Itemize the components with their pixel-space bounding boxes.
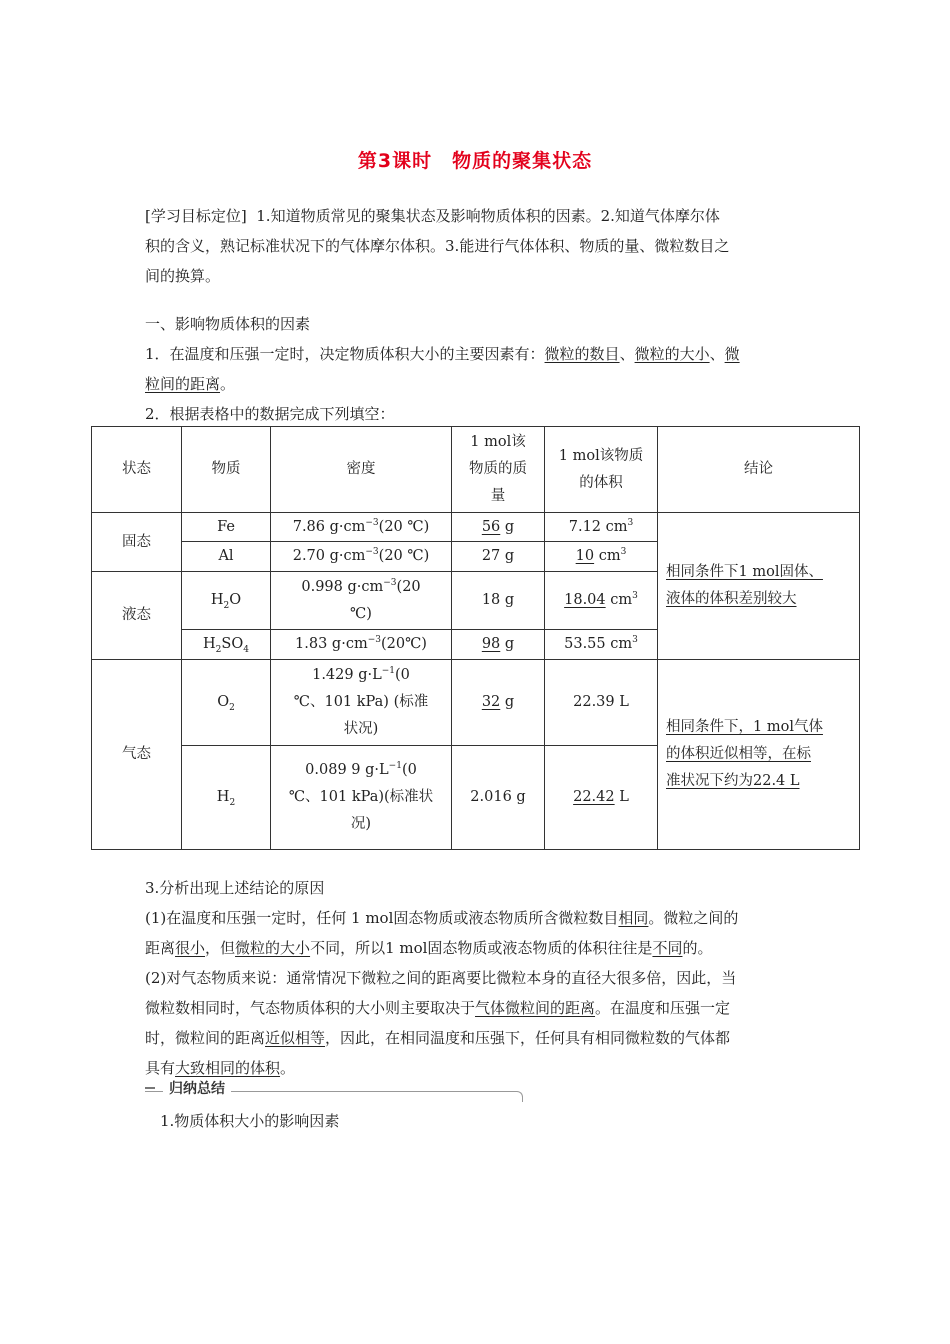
mass-fe: 56 g	[452, 513, 545, 542]
objectives-label: [学习目标定位]	[145, 207, 247, 225]
answer-blank: 很小	[175, 939, 206, 957]
lesson-topic: 物质的聚集状态	[452, 150, 593, 172]
answer-blank: 10	[575, 548, 595, 564]
density-fe: 7.86 $g\cdot cm^{-3}(20$ ℃)	[271, 513, 452, 542]
table-row	[92, 660, 860, 746]
density-h2: 0.089 9 $g\cdot L^{-1}(0$ ℃、101 kPa)(标准状 况)	[271, 746, 452, 850]
header-volume: 1 mol该物质 的体积	[545, 427, 658, 513]
answer-blank: 微粒的大小	[235, 939, 311, 957]
question-1-cont: 粒间的距离。	[145, 375, 236, 393]
answer-blank: 不同	[652, 939, 683, 957]
substance-h2o: $H_2O$	[182, 572, 271, 630]
density-al: 2.70 $g\cdot cm^{-3}(20$ ℃)	[271, 542, 452, 572]
paragraph-line: 距离很小，但微粒的大小不同，所以1 mol固态物质或液态物质的体积往往是不同的。	[145, 939, 713, 957]
header-substance: 物质	[182, 427, 271, 513]
paragraph-line: (2)对气态物质来说：通常情况下微粒之间的距离要比微粒本身的直径大很多倍，因此，当	[145, 969, 737, 987]
answer-blank: 微粒的数目	[544, 345, 620, 363]
section-1	[145, 309, 810, 429]
objectives-line-2: 积的含义，熟记标准状况下的气体摩尔体积。3.能进行气体体积、物质的量、微粒数目之	[145, 237, 730, 255]
question-1: 1．在温度和压强一定时，决定物质体积大小的主要因素有：微粒的数目、微粒的大小、微	[145, 345, 740, 363]
answer-blank: 98	[481, 636, 501, 652]
learning-objectives	[145, 201, 810, 291]
volume-o2: 22.39 L	[545, 660, 658, 746]
summary-dash	[145, 1087, 155, 1089]
objectives-line-3: 间的换算。	[145, 267, 221, 285]
volume-fe: 7.12 $cm^3$	[545, 513, 658, 542]
state-liquid: 液态	[92, 572, 182, 660]
paragraph-line: 微粒数相同时，气态物质体积的大小则主要取决于气体微粒间的距离。在温度和压强一定	[145, 999, 731, 1017]
header-mass: 1 mol该 物质的质 量	[452, 427, 545, 513]
mass-h2o: 18 g	[452, 572, 545, 630]
state-gas: 气态	[92, 660, 182, 850]
section-heading: 3.分析出现上述结论的原因	[145, 879, 325, 897]
paragraph-line: 时，微粒间的距离近似相等，因此，在相同温度和压强下，任何具有相同微粒数的气体都	[145, 1029, 731, 1047]
question-2: 2．根据表格中的数据完成下列填空：	[145, 405, 395, 423]
density-o2: 1.429 $g\cdot L^{-1}(0$ ℃、101 kPa) (标准 状况)	[271, 660, 452, 746]
section-heading: 一、影响物质体积的因素	[145, 315, 311, 333]
substance-h2: $H_2$	[182, 746, 271, 850]
conclusion-gas: 相同条件下，1 mol气体 的体积近似相等，在标 准状况下约为22.4 L	[658, 660, 860, 850]
conclusion-condensed: 相同条件下1 mol固体、 液体的体积差别较大	[658, 513, 860, 660]
paragraph-line: (1)在温度和压强一定时，任何 1 mol固态物质或液态物质所含微粒数目相同。微粒之间的	[145, 909, 739, 927]
volume-h2: 22.42 L	[545, 746, 658, 850]
answer-blank: 相同	[618, 909, 649, 927]
answer-blank: 32	[481, 694, 501, 710]
header-conclusion: 结论	[658, 427, 860, 513]
page-title	[0, 146, 950, 173]
volume-al: 10 $cm^3$	[545, 542, 658, 572]
mass-al: 27 g	[452, 542, 545, 572]
summary-box-header	[145, 1081, 525, 1103]
answer-blank: 大致相同的体积	[175, 1059, 281, 1077]
answer-blank: 粒间的距离	[145, 375, 221, 393]
summary-tag: 归纳总结	[163, 1081, 231, 1097]
data-table	[91, 426, 860, 850]
header-state: 状态	[92, 427, 182, 513]
mass-o2: 32 g	[452, 660, 545, 746]
table-row	[92, 513, 860, 542]
answer-blank: 18.04	[564, 592, 606, 608]
objectives-line-1: [学习目标定位] 1.知道物质常见的聚集状态及影响物质体积的因素。2.知道气体摩尔体	[145, 207, 720, 225]
substance-al: Al	[182, 542, 271, 572]
answer-blank: 微	[724, 345, 740, 363]
substance-h2so4: $H_2SO_4$	[182, 630, 271, 660]
mass-h2so4: 98 g	[452, 630, 545, 660]
mass-h2: 2.016 g	[452, 746, 545, 850]
answer-blank: 气体微粒间的距离	[475, 999, 596, 1017]
header-density: 密度	[271, 427, 452, 513]
answer-blank: 56	[481, 518, 501, 535]
answer-blank: 22.42	[573, 789, 615, 805]
density-h2o: 0.998 $g\cdot cm^{-3}(20$ ℃)	[271, 572, 452, 630]
summary-item-1: 1.物质体积大小的影响因素	[160, 1112, 340, 1130]
substance-o2: $O_2$	[182, 660, 271, 746]
table-header-row	[92, 427, 860, 513]
density-h2so4: 1.83 $g\cdot cm^{-3}(20℃)$	[271, 630, 452, 660]
substance-fe: Fe	[182, 513, 271, 542]
lesson-number: 第3课时	[357, 150, 433, 172]
volume-h2so4: 53.55 $cm^3$	[545, 630, 658, 660]
state-solid: 固态	[92, 513, 182, 572]
answer-blank: 近似相等	[265, 1029, 326, 1047]
section-3	[145, 873, 810, 1083]
answer-blank: 微粒的大小	[634, 345, 710, 363]
volume-h2o: 18.04 $cm^3$	[545, 572, 658, 630]
paragraph-line: 具有大致相同的体积。	[145, 1059, 296, 1077]
